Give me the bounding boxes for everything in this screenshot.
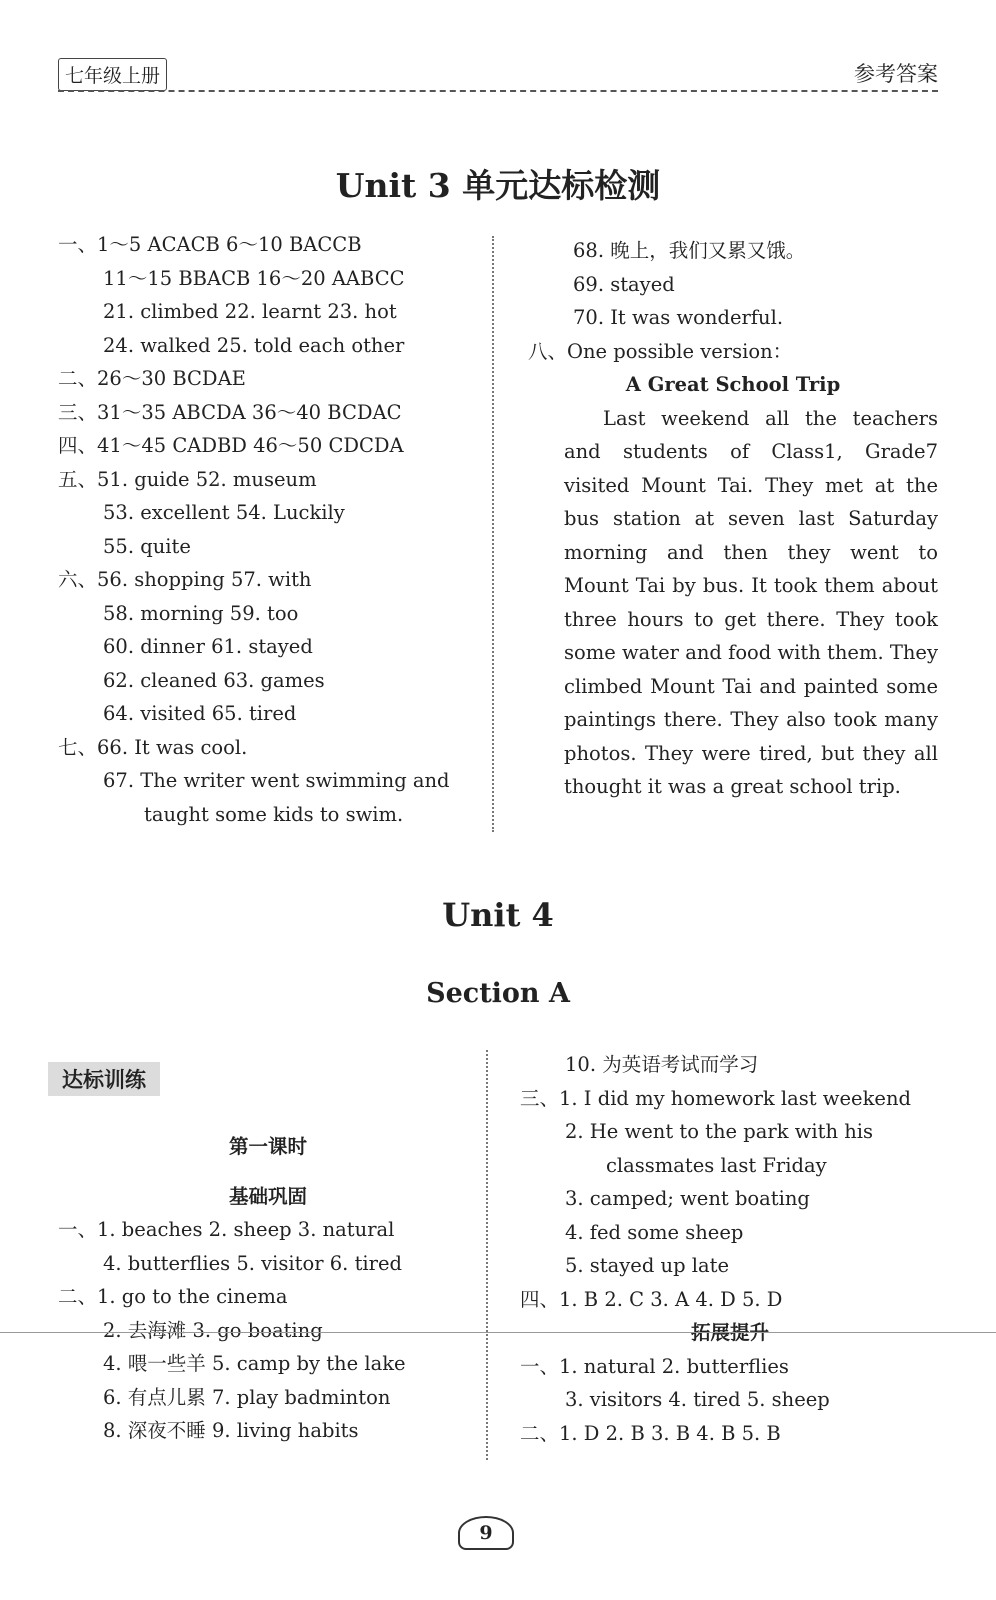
basic-heading: 基础巩固 [228, 1184, 307, 1208]
answer-line: 55. quite [103, 534, 191, 558]
unit4-column-divider [486, 1050, 488, 1460]
essay-body: Last weekend all the teachers and students of Class1, Grade7 visited Mount Tai. They met at the bus station at seven last Saturday morning and then they went to Mount Tai by bus. It took them about three hours to get there. They took some water and food with them. They climbed Mount Tai and painted some paintings there. They also took many photos. They were tired, but they all thought it was a great school trip. [564, 406, 938, 798]
unit3-column-divider [492, 236, 494, 832]
answer-line: 一、1. natural 2. butterflies [520, 1354, 789, 1378]
answer-line: 69. stayed [573, 272, 675, 296]
answer-line: 一、1. beaches 2. sheep 3. natural [58, 1218, 395, 1241]
answer-line: 64. visited 65. tired [103, 702, 297, 725]
practice-badge: 达标训练 [48, 1062, 160, 1096]
answer-line: 60. dinner 61. stayed [103, 635, 313, 658]
answer-line: 53. excellent 54. Luckily [103, 501, 345, 524]
answer-line: 24. walked 25. told each other [103, 333, 405, 357]
grade-label: 七年级上册 [58, 58, 167, 91]
answer-line: 2. He went to the park with his [565, 1120, 874, 1143]
answer-line: 六、56. shopping 57. with [58, 568, 312, 591]
answer-line: 四、1. B 2. C 3. A 4. D 5. D [520, 1287, 783, 1311]
answer-line: 三、31～35 ABCDA 36～40 BCDAC [58, 400, 402, 424]
answer-line: 70. It was wonderful. [573, 306, 784, 329]
answer-line: 2. 去海滩 3. go boating [103, 1318, 323, 1342]
answer-line: 62. cleaned 63. games [103, 668, 325, 692]
lesson-heading: 第一课时 [228, 1135, 307, 1158]
answer-line: 68. 晚上，我们又累又饿。 [573, 239, 806, 262]
answer-key-label: 参考答案 [854, 62, 938, 86]
section-title: Section A [426, 978, 570, 1009]
answer-line: 6. 有点儿累 7. play badminton [103, 1385, 391, 1409]
answer-line: 四、41～45 CADBD 46～50 CDCDA [58, 434, 404, 457]
unit4-left-column [58, 1130, 478, 1448]
unit3-title: Unit 3 单元达标检测 [335, 166, 661, 205]
answer-line: 67. The writer went swimming and [103, 769, 450, 792]
answer-line: 58. morning 59. too [103, 601, 299, 625]
answer-line: 21. climbed 22. learnt 23. hot [103, 300, 397, 323]
answer-line: 4. butterflies 5. visitor 6. tired [103, 1251, 402, 1275]
answer-line: 三、1. I did my homework last weekend [520, 1086, 911, 1110]
answer-line: 二、1. go to the cinema [58, 1285, 288, 1308]
answer-line: classmates last Friday [606, 1153, 827, 1177]
answer-line: 3. camped; went boating [565, 1187, 810, 1210]
answer-line: 4. fed some sheep [565, 1220, 744, 1244]
answer-line: 3. visitors 4. tired 5. sheep [565, 1388, 830, 1411]
unit3-left-column [58, 228, 478, 831]
page-number: 9 [458, 1516, 514, 1550]
answer-line: 二、26～30 BCDAE [58, 367, 246, 390]
answer-line: 10. 为英语考试而学习 [565, 1053, 759, 1076]
answer-line: 8. 深夜不睡 9. living habits [103, 1419, 359, 1442]
unit4-title: Unit 4 [442, 896, 554, 934]
answer-line: 二、1. D 2. B 3. B 4. B 5. B [520, 1421, 781, 1445]
page-fold-line [0, 1332, 996, 1333]
answer-line: 5. stayed up late [565, 1254, 729, 1277]
answer-line: 一、1～5 ACACB 6～10 BACCB [58, 233, 362, 256]
answer-line: 八、One possible version： [528, 339, 793, 363]
answer-line: 11～15 BBACB 16～20 AABCC [103, 266, 405, 290]
unit4-right-column [520, 1048, 940, 1450]
unit3-right-column [528, 234, 938, 804]
answer-line: taught some kids to swim. [144, 802, 404, 826]
extend-heading: 拓展提升 [690, 1321, 769, 1344]
answer-line: 七、66. It was cool. [58, 735, 248, 759]
header-divider [58, 90, 938, 92]
answer-line: 4. 喂一些羊 5. camp by the lake [103, 1352, 406, 1375]
essay-title: A Great School Trip [625, 373, 841, 396]
answer-line: 五、51. guide 52. museum [58, 467, 317, 491]
